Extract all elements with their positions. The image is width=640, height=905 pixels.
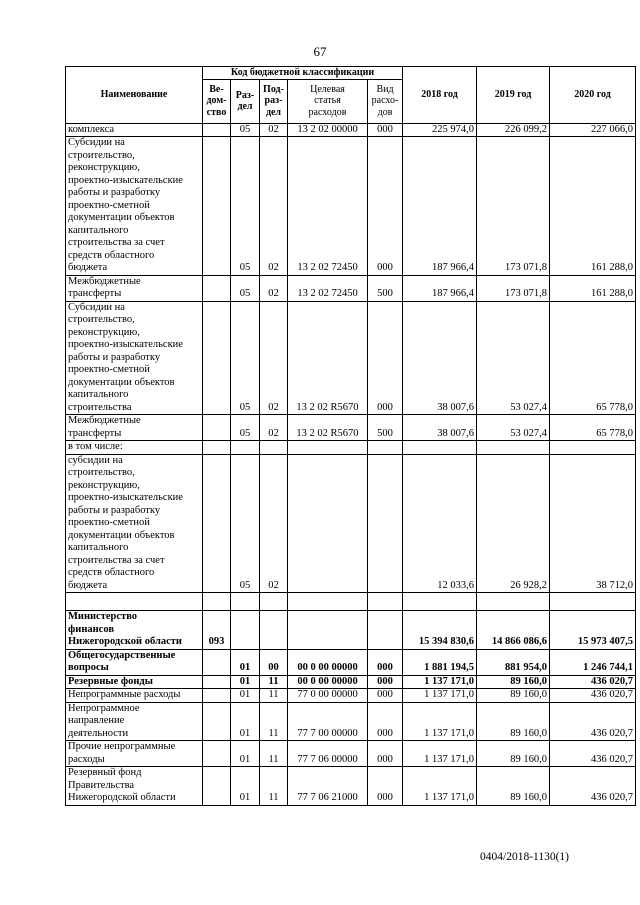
row-target: 77 7 06 00000 bbox=[288, 741, 368, 767]
row-2020 bbox=[550, 441, 636, 455]
row-razdel: 05 bbox=[231, 137, 260, 276]
row-2018 bbox=[403, 593, 477, 611]
row-target: 13 2 02 00000 bbox=[288, 123, 368, 137]
header-2019: 2019 год bbox=[477, 67, 550, 124]
row-razdel: 01 bbox=[231, 702, 260, 741]
row-2020: 38 712,0 bbox=[550, 454, 636, 593]
row-name: в том числе: bbox=[66, 441, 203, 455]
row-target: 77 7 00 00000 bbox=[288, 702, 368, 741]
row-vedomstvo bbox=[203, 767, 231, 806]
row-target: 13 2 02 R5670 bbox=[288, 415, 368, 441]
table-row bbox=[66, 454, 636, 593]
row-target: 13 2 02 72450 bbox=[288, 275, 368, 301]
row-name: Общегосударственные вопросы bbox=[66, 649, 203, 675]
header-vedomstvo: Ве- дом- ство bbox=[203, 79, 231, 123]
row-2018: 1 881 194,5 bbox=[403, 649, 477, 675]
table-row bbox=[66, 593, 636, 611]
row-2019: 53 027,4 bbox=[477, 415, 550, 441]
row-podrazdel: 11 bbox=[260, 675, 288, 689]
row-2018: 225 974,0 bbox=[403, 123, 477, 137]
row-name: Резервные фонды bbox=[66, 675, 203, 689]
row-target bbox=[288, 611, 368, 650]
row-vedomstvo bbox=[203, 137, 231, 276]
header-target: Целевая статья расходов bbox=[288, 79, 368, 123]
row-2020 bbox=[550, 593, 636, 611]
row-vedomstvo bbox=[203, 593, 231, 611]
row-2018: 1 137 171,0 bbox=[403, 675, 477, 689]
row-razdel: 05 bbox=[231, 454, 260, 593]
row-vedomstvo bbox=[203, 649, 231, 675]
row-target: 13 2 02 72450 bbox=[288, 137, 368, 276]
table-row bbox=[66, 611, 636, 650]
row-vid: 000 bbox=[368, 123, 403, 137]
row-2019: 89 160,0 bbox=[477, 689, 550, 703]
row-target bbox=[288, 593, 368, 611]
row-2018: 1 137 171,0 bbox=[403, 702, 477, 741]
row-podrazdel: 11 bbox=[260, 767, 288, 806]
row-razdel: 01 bbox=[231, 767, 260, 806]
row-2019: 89 160,0 bbox=[477, 675, 550, 689]
page-number: 67 bbox=[313, 44, 327, 59]
row-2018: 38 007,6 bbox=[403, 301, 477, 415]
header-code-group: Код бюджетной классификации bbox=[203, 67, 403, 80]
header-vid: Вид расхо- дов bbox=[368, 79, 403, 123]
header-2018: 2018 год bbox=[403, 67, 477, 124]
row-razdel: 05 bbox=[231, 415, 260, 441]
row-2018: 187 966,4 bbox=[403, 275, 477, 301]
row-podrazdel: 02 bbox=[260, 137, 288, 276]
row-vid: 500 bbox=[368, 415, 403, 441]
row-razdel: 05 bbox=[231, 301, 260, 415]
row-vedomstvo bbox=[203, 689, 231, 703]
row-2020: 1 246 744,1 bbox=[550, 649, 636, 675]
row-2019: 173 071,8 bbox=[477, 137, 550, 276]
row-name: Резервный фонд Правительства Нижегородской области bbox=[66, 767, 203, 806]
row-name: Прочие непрограммные расходы bbox=[66, 741, 203, 767]
row-vedomstvo bbox=[203, 123, 231, 137]
row-2020: 436 020,7 bbox=[550, 767, 636, 806]
row-2020: 161 288,0 bbox=[550, 137, 636, 276]
table-row bbox=[66, 137, 636, 276]
row-2019: 89 160,0 bbox=[477, 741, 550, 767]
header-razdel: Раз- дел bbox=[231, 79, 260, 123]
row-2018: 1 137 171,0 bbox=[403, 741, 477, 767]
document-code: 0404/2018-1130(1) bbox=[480, 851, 570, 863]
row-2020: 436 020,7 bbox=[550, 689, 636, 703]
row-2018: 38 007,6 bbox=[403, 415, 477, 441]
row-vid: 000 bbox=[368, 301, 403, 415]
row-2020: 436 020,7 bbox=[550, 675, 636, 689]
row-podrazdel: 02 bbox=[260, 454, 288, 593]
row-2019: 53 027,4 bbox=[477, 301, 550, 415]
row-vedomstvo bbox=[203, 301, 231, 415]
row-name: Межбюджетные трансферты bbox=[66, 415, 203, 441]
row-podrazdel bbox=[260, 611, 288, 650]
row-target: 13 2 02 R5670 bbox=[288, 301, 368, 415]
row-vedomstvo bbox=[203, 675, 231, 689]
row-vedomstvo bbox=[203, 741, 231, 767]
row-vid bbox=[368, 441, 403, 455]
row-2019: 89 160,0 bbox=[477, 767, 550, 806]
row-target bbox=[288, 454, 368, 593]
row-2018: 1 137 171,0 bbox=[403, 767, 477, 806]
row-podrazdel: 02 bbox=[260, 123, 288, 137]
row-target bbox=[288, 441, 368, 455]
table-row bbox=[66, 649, 636, 675]
row-podrazdel: 11 bbox=[260, 741, 288, 767]
row-2018: 12 033,6 bbox=[403, 454, 477, 593]
row-razdel: 01 bbox=[231, 649, 260, 675]
row-target: 00 0 00 00000 bbox=[288, 675, 368, 689]
row-vedomstvo bbox=[203, 454, 231, 593]
row-2018: 15 394 830,6 bbox=[403, 611, 477, 650]
row-vid: 000 bbox=[368, 137, 403, 276]
row-target: 00 0 00 00000 bbox=[288, 649, 368, 675]
row-2018: 1 137 171,0 bbox=[403, 689, 477, 703]
row-razdel: 01 bbox=[231, 741, 260, 767]
row-2020: 15 973 407,5 bbox=[550, 611, 636, 650]
row-podrazdel: 02 bbox=[260, 275, 288, 301]
table-row bbox=[66, 702, 636, 741]
row-2019: 89 160,0 bbox=[477, 702, 550, 741]
header-name: Наименование bbox=[66, 67, 203, 124]
row-vid: 000 bbox=[368, 767, 403, 806]
row-2018: 187 966,4 bbox=[403, 137, 477, 276]
row-vedomstvo bbox=[203, 702, 231, 741]
row-2019: 26 928,2 bbox=[477, 454, 550, 593]
row-vedomstvo bbox=[203, 441, 231, 455]
row-target: 77 7 06 21000 bbox=[288, 767, 368, 806]
row-podrazdel bbox=[260, 441, 288, 455]
budget-table bbox=[65, 66, 636, 806]
row-vid: 000 bbox=[368, 689, 403, 703]
row-2019 bbox=[477, 593, 550, 611]
row-2020: 436 020,7 bbox=[550, 741, 636, 767]
row-2019: 881 954,0 bbox=[477, 649, 550, 675]
row-podrazdel: 02 bbox=[260, 301, 288, 415]
row-razdel: 01 bbox=[231, 675, 260, 689]
table-row bbox=[66, 301, 636, 415]
row-name: Министерство финансов Нижегородской области bbox=[66, 611, 203, 650]
table-row bbox=[66, 275, 636, 301]
row-target: 77 0 00 00000 bbox=[288, 689, 368, 703]
row-razdel: 05 bbox=[231, 275, 260, 301]
table-row bbox=[66, 689, 636, 703]
row-vid: 000 bbox=[368, 649, 403, 675]
row-razdel bbox=[231, 611, 260, 650]
table-row bbox=[66, 675, 636, 689]
row-vid: 500 bbox=[368, 275, 403, 301]
row-2019: 14 866 086,6 bbox=[477, 611, 550, 650]
table-row bbox=[66, 415, 636, 441]
row-name: Субсидии на строительство, реконструкцию, проектно-изыскательские работы и разработку проектно-сметной документации объектов капитального строительства за счет средств областного бюджета bbox=[66, 137, 203, 276]
row-vedomstvo bbox=[203, 415, 231, 441]
row-razdel: 01 bbox=[231, 689, 260, 703]
row-name bbox=[66, 593, 203, 611]
row-2020: 227 066,0 bbox=[550, 123, 636, 137]
row-podrazdel: 11 bbox=[260, 689, 288, 703]
row-vid bbox=[368, 593, 403, 611]
row-name: Непрограммные расходы bbox=[66, 689, 203, 703]
row-vedomstvo bbox=[203, 275, 231, 301]
row-2019 bbox=[477, 441, 550, 455]
row-razdel bbox=[231, 441, 260, 455]
row-2020: 436 020,7 bbox=[550, 702, 636, 741]
row-razdel bbox=[231, 593, 260, 611]
table-row bbox=[66, 741, 636, 767]
row-2019: 226 099,2 bbox=[477, 123, 550, 137]
table-row bbox=[66, 767, 636, 806]
row-vid: 000 bbox=[368, 741, 403, 767]
row-2020: 65 778,0 bbox=[550, 301, 636, 415]
row-podrazdel bbox=[260, 593, 288, 611]
row-name: субсидии на строительство, реконструкцию, проектно-изыскательские работы и разработку проектно-сметной документации объектов капитального строительства за счет средств областного бюджета bbox=[66, 454, 203, 593]
row-2018 bbox=[403, 441, 477, 455]
table-row bbox=[66, 123, 636, 137]
row-name: Межбюджетные трансферты bbox=[66, 275, 203, 301]
row-name: комплекса bbox=[66, 123, 203, 137]
row-2020: 161 288,0 bbox=[550, 275, 636, 301]
table-body bbox=[66, 123, 636, 805]
row-podrazdel: 00 bbox=[260, 649, 288, 675]
row-podrazdel: 02 bbox=[260, 415, 288, 441]
row-2019: 173 071,8 bbox=[477, 275, 550, 301]
header-podrazdel: Под- раз- дел bbox=[260, 79, 288, 123]
table-row bbox=[66, 441, 636, 455]
row-vid bbox=[368, 454, 403, 593]
row-name: Субсидии на строительство, реконструкцию, проектно-изыскательские работы и разработку проектно-сметной документации объектов капитального строительства bbox=[66, 301, 203, 415]
row-vid: 000 bbox=[368, 675, 403, 689]
row-name: Непрограммное направление деятельности bbox=[66, 702, 203, 741]
header-2020: 2020 год bbox=[550, 67, 636, 124]
row-2020: 65 778,0 bbox=[550, 415, 636, 441]
row-vid: 000 bbox=[368, 702, 403, 741]
row-vid bbox=[368, 611, 403, 650]
row-vedomstvo: 093 bbox=[203, 611, 231, 650]
row-razdel: 05 bbox=[231, 123, 260, 137]
row-podrazdel: 11 bbox=[260, 702, 288, 741]
